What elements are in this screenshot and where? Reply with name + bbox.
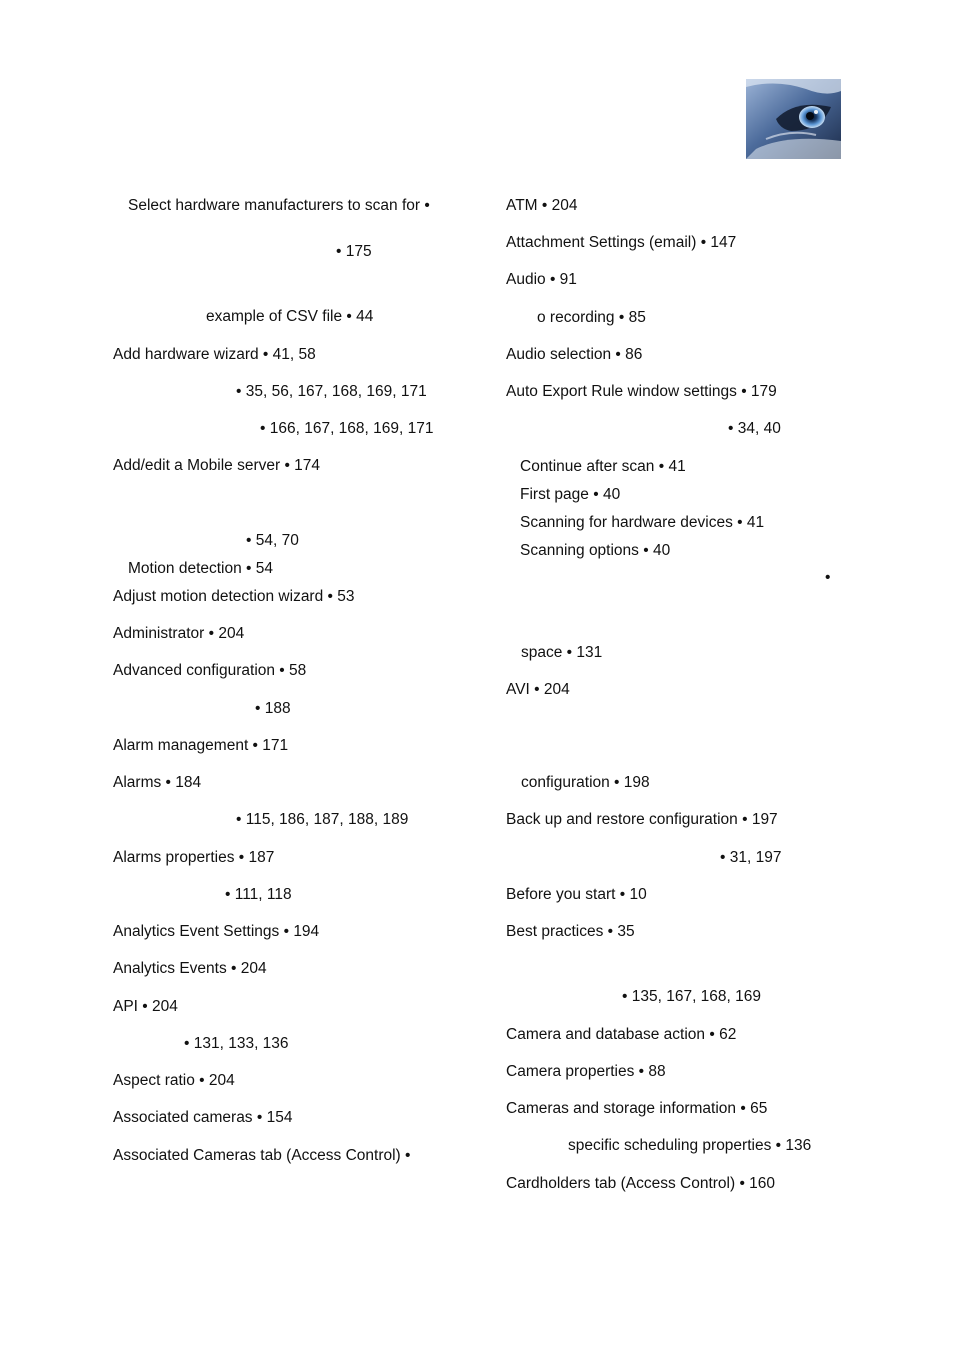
- wolf-eye-logo: [746, 79, 841, 159]
- index-entry: Before you start • 10: [506, 886, 647, 903]
- index-entry: AVI • 204: [506, 681, 570, 698]
- index-entry: Select hardware manufacturers to scan for •: [128, 197, 430, 214]
- index-entry: Adjust motion detection wizard • 53: [113, 588, 355, 605]
- index-entry: Best practices • 35: [506, 923, 635, 940]
- index-entry: •: [825, 569, 831, 586]
- index-entry: Camera and database action • 62: [506, 1026, 737, 1043]
- index-entry: Alarm management • 171: [113, 737, 289, 754]
- index-entry: Analytics Events • 204: [113, 960, 267, 977]
- index-entry: Analytics Event Settings • 194: [113, 923, 320, 940]
- index-entry: Add/edit a Mobile server • 174: [113, 457, 321, 474]
- index-entry: Scanning for hardware devices • 41: [520, 514, 765, 531]
- index-entry: Aspect ratio • 204: [113, 1072, 235, 1089]
- index-entry: • 35, 56, 167, 168, 169, 171: [236, 383, 427, 400]
- index-entry: • 54, 70: [246, 532, 299, 549]
- index-entry: Associated cameras • 154: [113, 1109, 293, 1126]
- index-entry: • 34, 40: [728, 420, 781, 437]
- index-entry: Auto Export Rule window settings • 179: [506, 383, 777, 400]
- index-entry: Attachment Settings (email) • 147: [506, 234, 737, 251]
- index-entry: • 135, 167, 168, 169: [622, 988, 762, 1005]
- index-entry: Cardholders tab (Access Control) • 160: [506, 1175, 776, 1192]
- index-entry: specific scheduling properties • 136: [568, 1137, 812, 1154]
- index-entry: space • 131: [521, 644, 603, 661]
- index-entry: ATM • 204: [506, 197, 578, 214]
- index-entry: • 111, 118: [225, 886, 292, 903]
- index-entry: Alarms properties • 187: [113, 849, 275, 866]
- index-entry: Motion detection • 54: [128, 560, 274, 577]
- index-entry: Add hardware wizard • 41, 58: [113, 346, 316, 363]
- index-entry: • 115, 186, 187, 188, 189: [236, 811, 409, 828]
- index-entry: First page • 40: [520, 486, 621, 503]
- index-entry: • 31, 197: [720, 849, 782, 866]
- index-entry: Audio selection • 86: [506, 346, 643, 363]
- index-entry: configuration • 198: [521, 774, 650, 791]
- index-entry: • 131, 133, 136: [184, 1035, 289, 1052]
- index-entry: Continue after scan • 41: [520, 458, 686, 475]
- index-entry: Camera properties • 88: [506, 1063, 666, 1080]
- index-entry: • 188: [255, 700, 291, 717]
- index-entry: Advanced configuration • 58: [113, 662, 307, 679]
- index-entry: Audio • 91: [506, 271, 577, 288]
- index-entry: Cameras and storage information • 65: [506, 1100, 768, 1117]
- index-entry: o recording • 85: [537, 309, 646, 326]
- index-entry: API • 204: [113, 998, 178, 1015]
- index-entry: • 166, 167, 168, 169, 171: [260, 420, 434, 437]
- index-entry: Administrator • 204: [113, 625, 245, 642]
- index-entry: Alarms • 184: [113, 774, 202, 791]
- index-entry: Back up and restore configuration • 197: [506, 811, 778, 828]
- index-entry: • 175: [336, 243, 372, 260]
- index-entry: example of CSV file • 44: [206, 308, 374, 325]
- index-entry: Scanning options • 40: [520, 542, 671, 559]
- index-entry: Associated Cameras tab (Access Control) •: [113, 1147, 411, 1164]
